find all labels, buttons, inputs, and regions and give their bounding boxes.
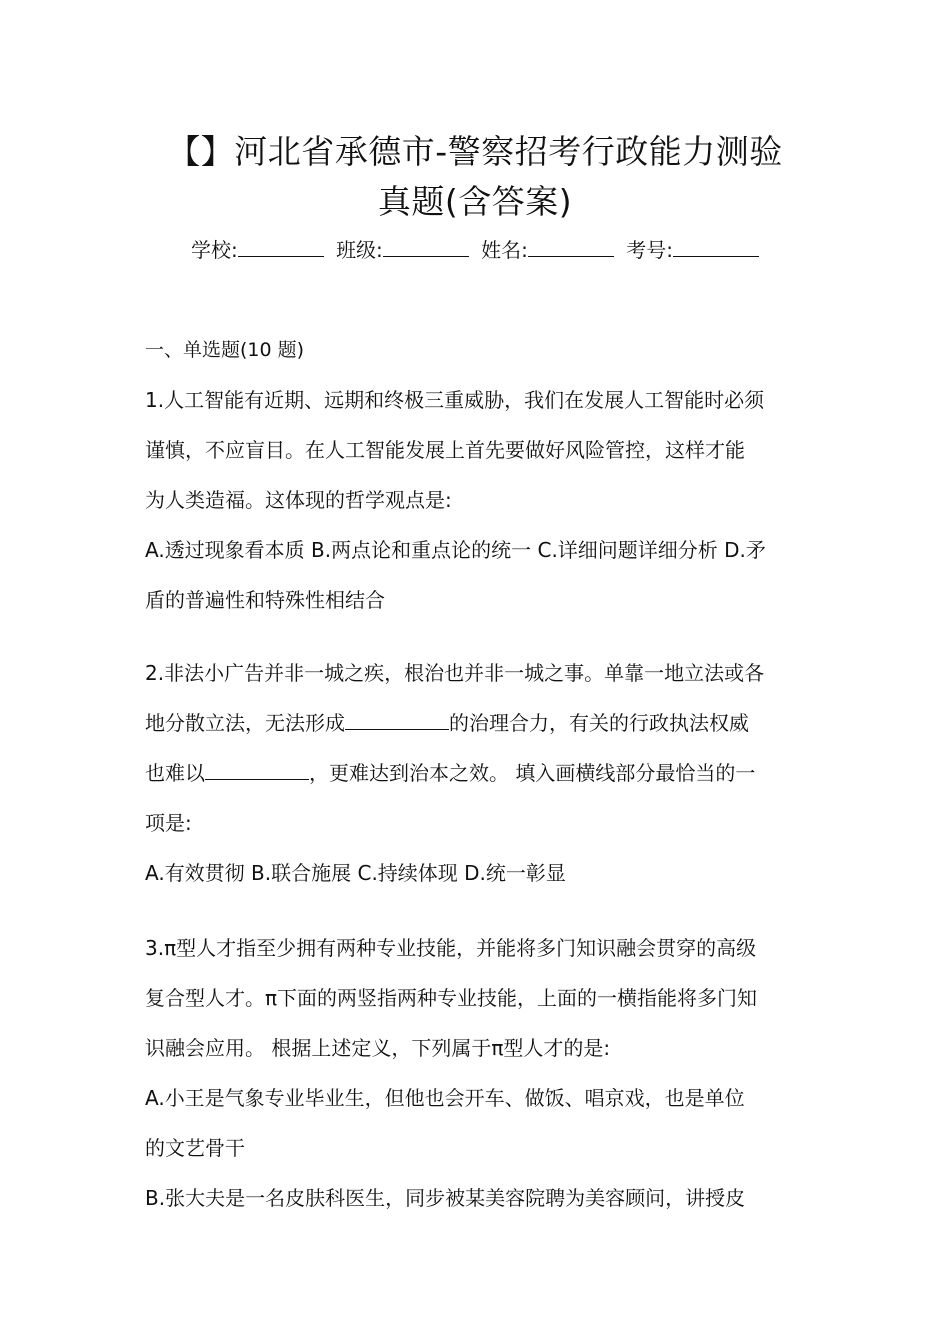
question-2-options-line-1: A.有效贯彻 B.联合施展 C.持续体现 D.统一彰显	[145, 861, 566, 885]
exam-number-blank[interactable]	[673, 238, 759, 257]
question-3-line-3: 识融会应用。 根据上述定义，下列属于π型人才的是:	[145, 1036, 611, 1060]
school-blank[interactable]	[238, 238, 324, 257]
student-info-row	[100, 236, 850, 264]
name-label: 姓名:	[481, 238, 528, 262]
question-2-line-4: 项是:	[145, 811, 192, 835]
question-2-blank-1[interactable]	[345, 711, 449, 730]
exam-number-field	[626, 238, 759, 262]
question-2-text-a: 地分散立法，无法形成	[145, 711, 345, 735]
question-2-blank-2[interactable]	[205, 761, 309, 780]
document-title-line-2: 真题(含答案)	[377, 182, 573, 221]
class-blank[interactable]	[383, 238, 469, 257]
question-2-line-3	[145, 758, 755, 788]
question-1-options-line-2: 盾的普遍性和特殊性相结合	[145, 588, 385, 612]
question-2-line-1: 2.非法小广告并非一城之疾，根治也并非一城之事。单靠一地立法或各	[145, 661, 765, 685]
section-heading: 一、单选题(10 题)	[145, 339, 305, 361]
question-2-text-c: 也难以	[145, 761, 205, 785]
question-2-text-d: ，更难达到治本之效。 填入画横线部分最恰当的一	[309, 761, 756, 785]
question-3-options-line-1: A.小王是气象专业毕业生，但他也会开车、做饭、唱京戏，也是单位	[145, 1086, 745, 1110]
question-3-options-line-3: B.张大夫是一名皮肤科医生，同步被某美容院聘为美容顾问，讲授皮	[145, 1186, 746, 1210]
question-3-line-2: 复合型人才。π下面的两竖指两种专业技能，上面的一横指能将多门知	[145, 986, 758, 1010]
question-3-line-1: 3.π型人才指至少拥有两种专业技能，并能将多门知识融会贯穿的高级	[145, 936, 757, 960]
name-field	[481, 238, 614, 262]
school-label: 学校:	[190, 238, 238, 262]
question-2-line-2	[145, 708, 749, 738]
question-1-line-1: 1.人工智能有近期、远期和终极三重威胁，我们在发展人工智能时必须	[145, 388, 765, 412]
question-1-line-3: 为人类造福。这体现的哲学观点是:	[145, 488, 452, 512]
question-1-line-2: 谨慎，不应盲目。在人工智能发展上首先要做好风险管控，这样才能	[145, 438, 745, 462]
class-label: 班级:	[336, 238, 383, 262]
question-2-text-b: 的治理合力，有关的行政执法权威	[449, 711, 749, 735]
question-1-options-line-1: A.透过现象看本质 B.两点论和重点论的统一 C.详细问题详细分析 D.矛	[145, 538, 766, 562]
document-title-line-1: 【】河北省承德市-警察招考行政能力测验	[167, 132, 783, 171]
exam-number-label: 考号:	[626, 238, 674, 262]
name-blank[interactable]	[528, 238, 614, 257]
school-field	[191, 238, 324, 262]
question-3-options-line-2: 的文艺骨干	[145, 1136, 245, 1160]
class-field	[336, 238, 469, 262]
